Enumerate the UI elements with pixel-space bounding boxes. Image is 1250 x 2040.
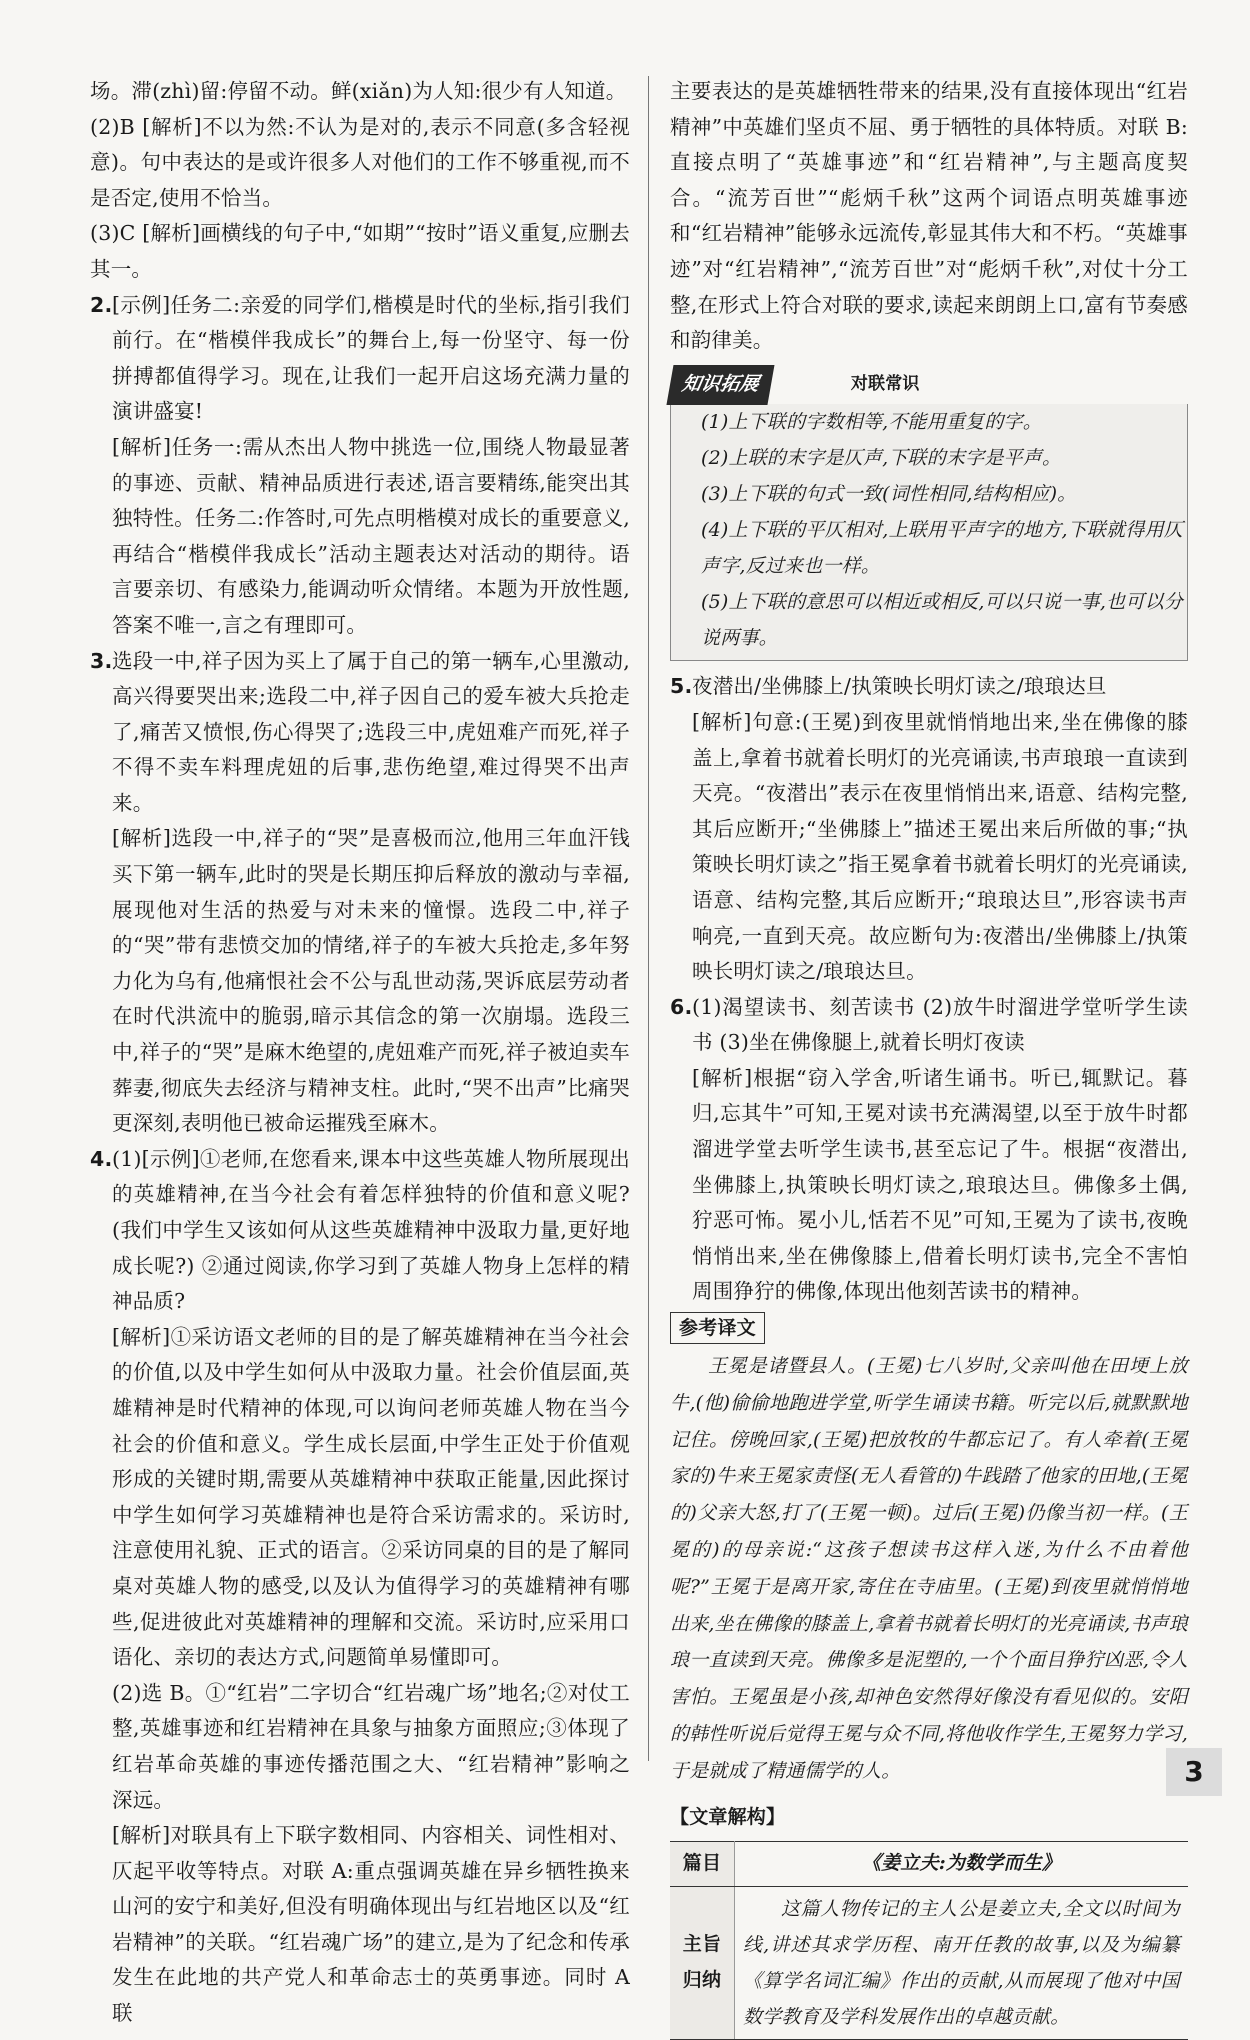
knowledge-title: 对联常识 xyxy=(850,373,920,394)
translation-label: 参考译文 xyxy=(670,1312,765,1344)
right-column xyxy=(670,74,1188,2040)
question-number: 5. xyxy=(670,674,693,699)
column-divider xyxy=(648,76,649,1761)
analysis-text: [解析]①采访语文老师的目的是了解英雄精神在当今社会的价值,以及中学生如何从中汲取力量。社会价值层面,英雄精神是时代精神的体现,可以询问老师英雄人物在当今社会的价值和意义。学生成长层面,中学生正处于价值观形成的关键时期,需要从英雄精神中获取正能量,因此探讨中学生如何学习英雄精神也是符合采访需求的。采访时,注意使用礼貌、正式的语言。②采访同桌的目的是了解同桌对英雄人物的感受,以及认为值得学习的英雄精神有哪些,促进彼此对英雄精神的理解和交流。采访时,应采用口语化、亲切的表达方式,问题简单易懂即可。 xyxy=(112,1324,630,1670)
q1-part3: (3)C [解析]画横线的句子中,“如期”“按时”语义重复,应删去其一。 xyxy=(90,221,630,281)
knowledge-item: (4)上下联的平仄相对,上联用平声字的地方,下联就得用仄声字,反过来也一样。 xyxy=(701,519,1183,578)
question-number: 4. xyxy=(90,1146,113,1171)
analysis-text: [解析]任务一:需从杰出人物中挑选一位,围绕人物最显著的事迹、贡献、精神品质进行表述,语言要精练,能突出其独特性。任务二:作答时,可先点明楷模对成长的重要意义,再结合“楷模伴我成长”活动主题表达对活动的期待。语言要亲切、有感染力,能调动听众情绪。本题为开放性题,答案不唯一,言之有理即可。 xyxy=(112,434,630,637)
question-3 xyxy=(90,644,630,1142)
answer-text: 夜潜出/坐佛膝上/执策映长明灯读之/琅琅达旦 xyxy=(692,674,1107,699)
row-value: 《姜立夫:为数学而生》 xyxy=(735,1842,1189,1887)
q1-continued: 场。滞(zhì)留:停留不动。鲜(xiǎn)为人知:很少有人知道。 xyxy=(90,79,627,103)
table-row xyxy=(670,1886,1188,2039)
question-6 xyxy=(670,990,1188,1310)
knowledge-header xyxy=(670,365,1188,405)
page-number: 3 xyxy=(1166,1748,1222,1796)
question-number: 3. xyxy=(90,648,113,673)
answer-text-2: (2)选 B。①“红岩”二字切合“红岩魂广场”地名;②对仗工整,英雄事迹和红岩精神在具象与抽象方面照应;③体现了红岩革命英雄的事迹传播范围之大、“红岩精神”影响之深远。 xyxy=(112,1680,630,1812)
row-label: 主旨归纳 xyxy=(670,1886,735,2039)
question-2 xyxy=(90,288,630,644)
knowledge-box xyxy=(670,365,1188,662)
question-4 xyxy=(90,1142,630,2032)
structure-title: 【文章解构】 xyxy=(670,1805,786,1828)
knowledge-items xyxy=(670,404,1188,661)
q4-continued: 主要表达的是英雄牺牲带来的结果,没有直接体现出“红岩精神”中英雄们坚贞不屈、勇于牺牲的具体特质。对联 B:直接点明了“英雄事迹”和“红岩精神”,与主题高度契合。“流芳百世”“彪炳千秋”这两个词语点明英雄事迹和“红岩精神”能够永远流传,彰显其伟大和不朽。“英雄事迹”对“红岩精神”,“流芳百世”对“彪炳千秋”,对仗十分工整,在形式上符合对联的要求,读起来朗朗上口,富有节奏感和韵律美。 xyxy=(670,79,1188,353)
knowledge-item: (3)上下联的句式一致(词性相同,结构相应)。 xyxy=(701,483,1077,506)
question-number: 2. xyxy=(90,292,113,317)
analysis-text: [解析]句意:(王冕)到夜里就悄悄地出来,坐在佛像的膝盖上,拿着书就着长明灯的光亮诵读,书声琅琅一直读到天亮。“夜潜出”表示在夜里悄悄出来,语意、结构完整,其后应断开;“坐佛膝上”描述王冕出来后所做的事;“执策映长明灯读之”指王冕拿着书就着长明灯的光亮诵读,语意、结构完整,其后应断开;“琅琅达旦”,形容读书声响亮,一直到天亮。故应断句为:夜潜出/坐佛膝上/执策映长明灯读之/琅琅达旦。 xyxy=(692,709,1188,984)
row-value: 这篇人物传记的主人公是姜立夫,全文以时间为线,讲述其求学历程、南开任教的故事,以及为编纂《算学名词汇编》作出的贡献,从而展现了他对中国数学教育及学科发展作出的卓越贡献。 xyxy=(735,1886,1189,2039)
answer-text: 选段一中,祥子因为买上了属于自己的第一辆车,心里激动,高兴得要哭出来;选段二中,祥子因自己的爱车被大兵抢走了,痛苦又愤恨,伤心得哭了;选段三中,虎妞难产而死,祥子不得不卖车料理虎妞的后事,悲伤绝望,难过得哭不出声来。 xyxy=(112,648,630,815)
question-5 xyxy=(670,669,1188,989)
table-row xyxy=(670,1842,1188,1887)
answer-text: [示例]任务二:亲爱的同学们,楷模是时代的坐标,指引我们前行。在“楷模伴我成长”的舞台上,每一份坚守、每一份拼搏都值得学习。现在,让我们一起开启这场充满力量的演讲盛宴! xyxy=(112,292,630,424)
analysis-text: [解析]根据“窃入学舍,听诸生诵书。听已,辄默记。暮归,忘其牛”可知,王冕对读书充满渴望,以至于放牛时都溜进学堂去听学生读书,甚至忘记了牛。根据“夜潜出,坐佛膝上,执策映长明灯读之,琅琅达旦。佛像多土偶,狞恶可怖。冕小儿,恬若不见”可知,王冕为了读书,夜晚悄悄出来,坐在佛像膝上,借着长明灯读书,完全不害怕周围狰狞的佛像,体现出他刻苦读书的精神。 xyxy=(692,1065,1188,1304)
answer-text: (1)渴望读书、刻苦读书 (2)放牛时溜进学堂听学生读书 (3)坐在佛像腿上,就着长明灯夜读 xyxy=(692,994,1188,1055)
row-label: 篇目 xyxy=(670,1842,735,1887)
analysis-text-2: [解析]对联具有上下联字数相同、内容相关、词性相对、仄起平收等特点。对联 A:重点强调英雄在异乡牺牲换来山河的安宁和美好,但没有明确体现出与红岩地区以及“红岩精神”的关联。“红岩魂广场”的建立,是为了纪念和传承发生在此地的共产党人和革命志士的英勇事迹。同时 A 联 xyxy=(112,1823,630,2026)
q1-part2: (2)B [解析]不以为然:不认为是对的,表示不同意(多含轻视意)。句中表达的是或许很多人对他们的工作不够重视,而不是否定,使用不恰当。 xyxy=(90,114,630,210)
knowledge-item: (2)上联的末字是仄声,下联的末字是平声。 xyxy=(701,447,1062,470)
analysis-text: [解析]选段一中,祥子的“哭”是喜极而泣,他用三年血汗钱买下第一辆车,此时的哭是长期压抑后释放的激动与幸福,展现他对生活的热爱与对未来的憧憬。选段二中,祥子的“哭”带有悲愤交加的情绪,祥子的车被大兵抢走,多年努力化为乌有,他痛恨社会不公与乱世动荡,哭诉底层劳动者在时代洪流中的脆弱,暗示其信念的第一次崩塌。选段三中,祥子的“哭”是麻木绝望的,虎妞难产而死,祥子被迫卖车葬妻,彻底失去经济与精神支柱。此时,“哭不出声”比痛哭更深刻,表明他已被命运摧残至麻木。 xyxy=(112,826,630,1136)
knowledge-item: (1)上下联的字数相等,不能用重复的字。 xyxy=(701,411,1042,434)
translation-text: 王冕是诸暨县人。(王冕)七八岁时,父亲叫他在田埂上放牛,(他)偷偷地跑进学堂,听学生诵读书籍。听完以后,就默默地记住。傍晚回家,(王冕)把放牧的牛都忘记了。有人牵着(王冕家的)牛来王冕家责怪(无人看管的)牛践踏了他家的田地,(王冕的)父亲大怒,打了(王冕一顿)。过后(王冕)仍像当初一样。(王冕的)的母亲说:“这孩子想读书这样入迷,为什么不由着他呢?”王冕于是离开家,寄住在寺庙里。(王冕)到夜里就悄悄地出来,坐在佛像的膝盖上,拿着书就着长明灯的光亮诵读,书声琅琅一直读到天亮。佛像多是泥塑的,一个个面目狰狞凶恶,令人害怕。王冕虽是小孩,却神色安然得好像没有看见似的。安阳的韩性听说后觉得王冕与众不同,将他收作学生,王冕努力学习,于是就成了精通儒学的人。 xyxy=(670,1355,1188,1782)
structure-table xyxy=(670,1841,1188,2040)
knowledge-item: (5)上下联的意思可以相近或相反,可以只说一事,也可以分说两事。 xyxy=(701,591,1183,650)
left-column xyxy=(90,74,630,2032)
translation xyxy=(670,1348,1188,1790)
question-number: 6. xyxy=(670,994,693,1019)
answer-text: (1)[示例]①老师,在您看来,课本中这些英雄人物所展现出的英雄精神,在当今社会有着怎样独特的价值和意义呢?(我们中学生又该如何从这些英雄精神中汲取力量,更好地成长呢?) ②通过阅读,你学习到了英雄人物身上怎样的精神品质? xyxy=(112,1146,630,1314)
knowledge-badge: 知识拓展 xyxy=(667,365,775,405)
